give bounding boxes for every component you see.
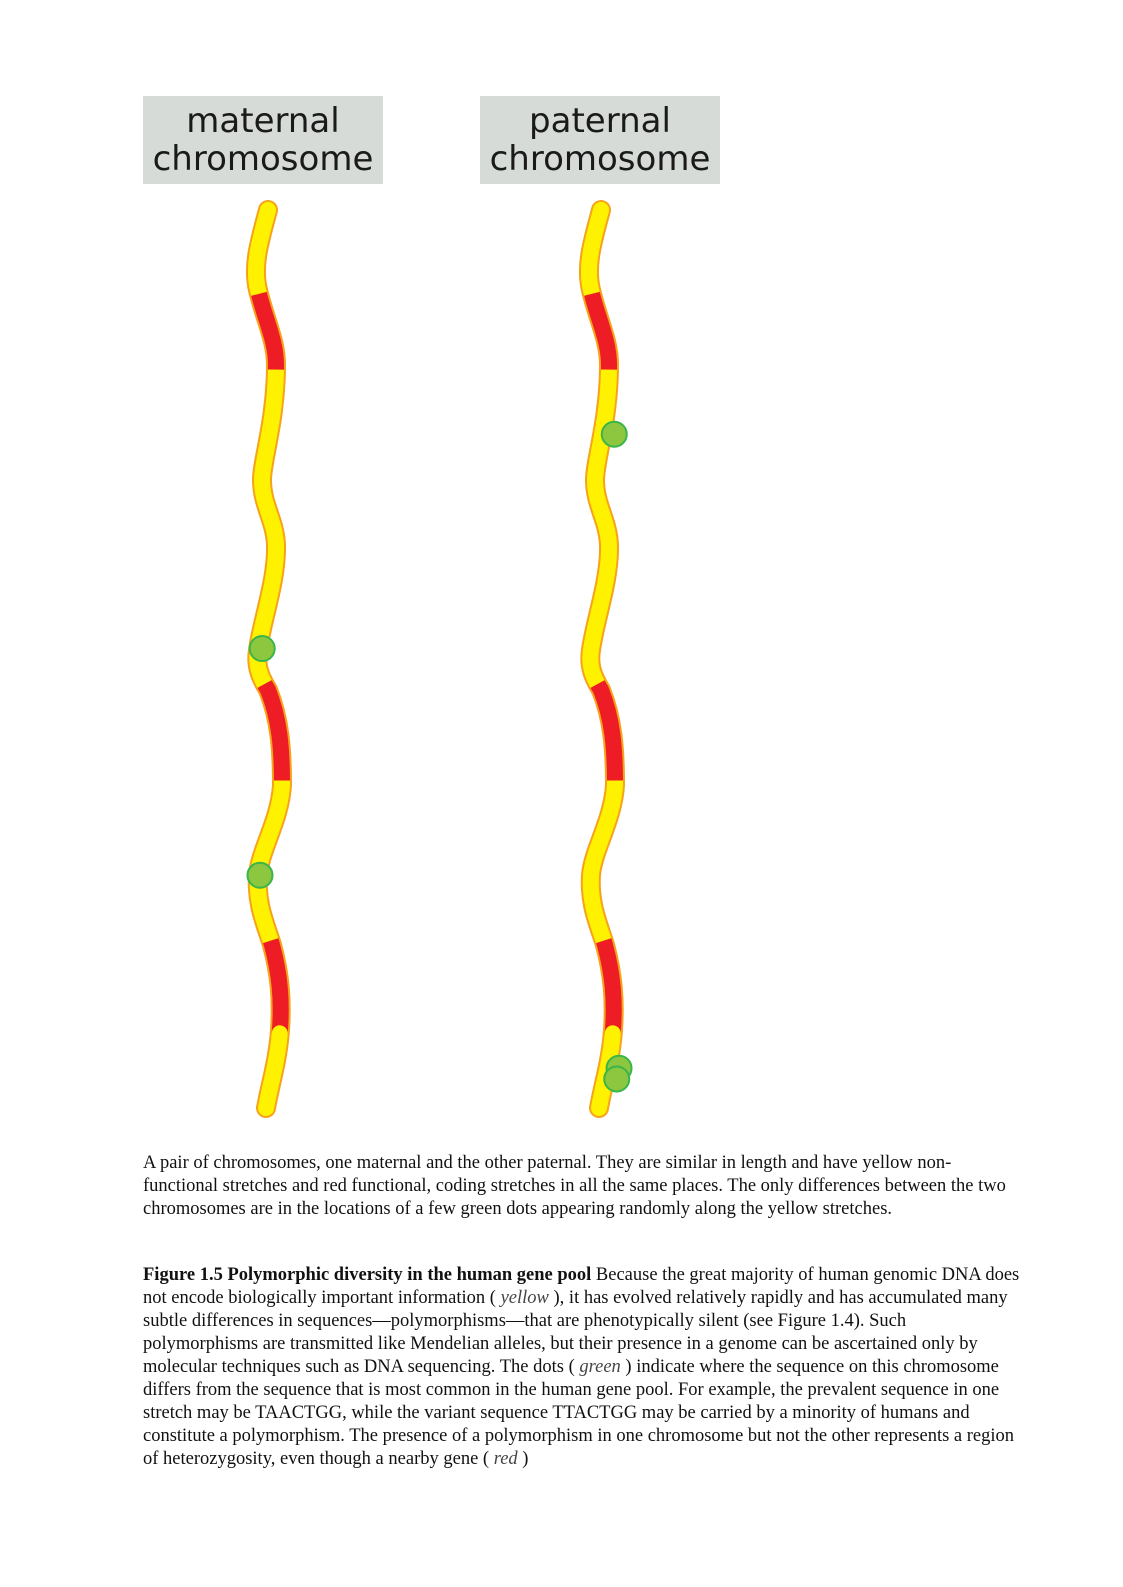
maternal-polymorphism-dot (250, 636, 275, 661)
caption-red: red (493, 1449, 518, 1469)
paternal-label-line2: chromosome (489, 139, 711, 179)
caption-text-3: ) indicate where the sequence on this chromosome differs from the sequence that is most common in the human gene pool. For example, the prevalent sequence in one stretch may be TAACTGG, while the variant sequence TTACTGG may be carried by a minority of humans and constitute a polymorphism. The presence of a polymorphism in one chromosome but not the other represents a region of heterozygosity, even though a nearby gene ( (143, 1357, 1015, 1469)
figure-caption (143, 1264, 1023, 1471)
maternal-label-line1: maternal (186, 101, 340, 141)
maternal-label-line2: chromosome (152, 139, 374, 179)
caption-text-2: ), it has evolved relatively rapidly and has accumulated many subtle differences in sequences—polymorphisms—that are phenotypically silent (see Figure 1.4). Such polymorphisms are transmitted like Mendelian alleles, but their presence in a genome can be ascertained only by molecular techniques such as DNA sequencing. The dots ( (143, 1288, 1008, 1377)
caption-green: green (579, 1357, 621, 1377)
paternal-label (480, 96, 720, 184)
maternal-label (143, 96, 383, 184)
paternal-polymorphism-dot (604, 1066, 629, 1091)
paternal-polymorphism-dot (602, 422, 627, 447)
paternal-chromosome (589, 210, 632, 1108)
maternal-polymorphism-dot (247, 863, 272, 888)
caption-summary: A pair of chromosomes, one maternal and the other paternal. They are similar in length and have yellow non-functional stretches and red functional, coding stretches in all the same places. The only differences between the two chromosomes are in the locations of a few green dots appearing randomly along the yellow stretches. (143, 1153, 1006, 1219)
caption-text-4: ) (517, 1449, 529, 1469)
caption-yellow: yellow (500, 1288, 549, 1308)
chromosome-diagram (0, 190, 1123, 1140)
caption-text-1: Because the great majority of human genomic DNA does not encode biologically important information ( (143, 1265, 1020, 1308)
figure-title: Figure 1.5 Polymorphic diversity in the human gene pool (143, 1265, 592, 1285)
maternal-chromosome (247, 210, 282, 1108)
paternal-label-line1: paternal (529, 101, 671, 141)
